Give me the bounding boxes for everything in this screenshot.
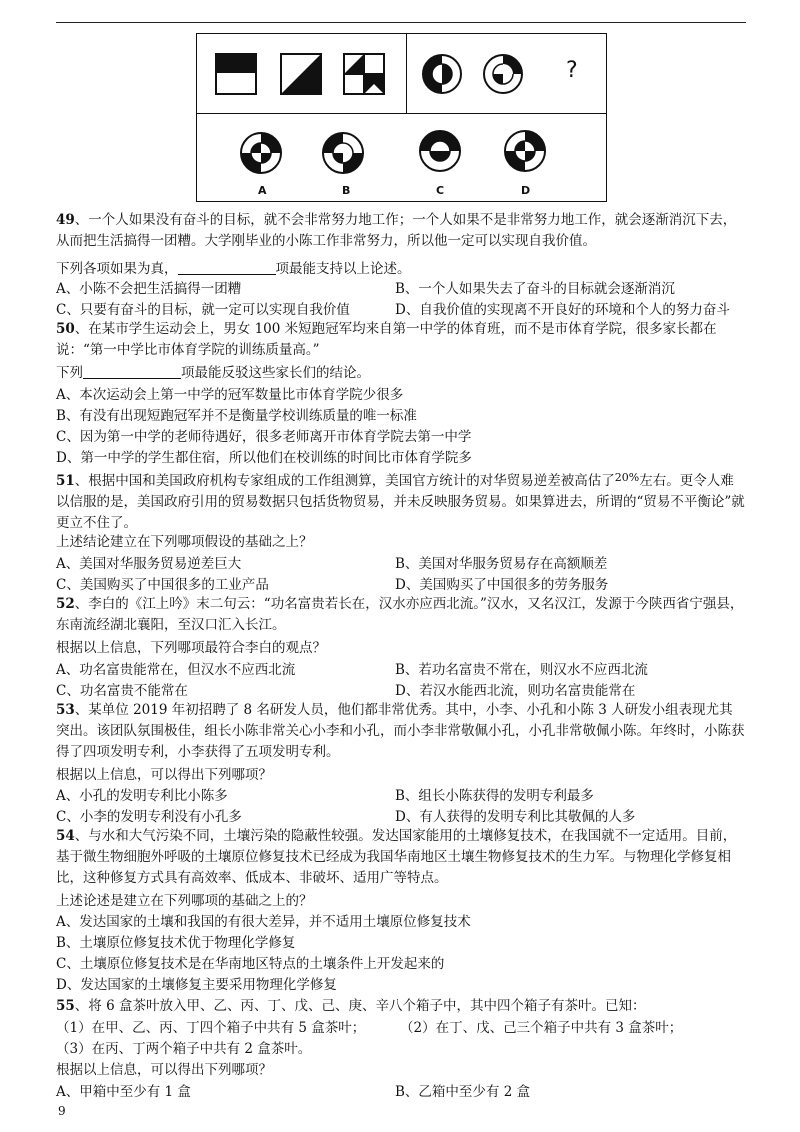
q49-option-c[interactable]: C、只要有奋斗的目标，就一定可以实现自我价值: [56, 302, 350, 318]
option-b-label: B: [342, 184, 351, 197]
q52-option-c[interactable]: C、功名富贵不能常在: [56, 683, 188, 699]
page-number: 9: [58, 1104, 66, 1118]
option-a-figure: [239, 131, 283, 175]
q54-option-b[interactable]: B、土壤原位修复技术优于物理化学修复: [56, 935, 296, 951]
figure-1-half-square: [215, 53, 257, 95]
q55-option-b[interactable]: B、乙箱中至少有 2 盒: [395, 1084, 531, 1100]
q55-prompt: 根据以上信息，可以得出下列哪项？: [56, 1062, 272, 1078]
q53-prompt: 根据以上信息，可以得出下列哪项？: [56, 767, 272, 783]
q50-stem: 50、在某市学生运动会上，男女 100 米短跑冠军均来自第一中学的体育班，而不是市体育学院，很多家长都在说：“第一中学比市体育学院的训练质量高。”: [56, 321, 717, 358]
q49-stem: 49、一个人如果没有奋斗的目标，就不会非常努力地工作；一个人如果不是非常努力地工作，就会逐渐消沉下去，从而把生活搞得一团糟。大学刚毕业的小陈工作非常努力，所以他一定可以实现自我价值。: [56, 212, 737, 249]
q50-option-a[interactable]: A、本次运动会上第一中学的冠军数量比市体育学院少很多: [56, 387, 404, 403]
option-b-figure: [321, 131, 365, 175]
q51-stem: 51、根据中国和美国政府机构专家组成的工作组测算，美国官方统计的对华贸易逆差被高估了$^{20\%}$左右。更令人难以信服的是，美国政府引用的贸易数据只包括货物贸易，并未反映服务贸易。如果算进去，所谓的“贸易不平衡论”就更立不住了。: [56, 471, 745, 531]
answer-blank[interactable]: [83, 364, 181, 379]
q52-prompt: 根据以上信息，下列哪项最符合李白的观点？: [56, 640, 326, 656]
q54-option-d[interactable]: D、发达国家的土壤修复主要采用物理化学修复: [56, 977, 337, 993]
q52-stem: 52、李白的《江上吟》末二句云：“功名富贵若长在，汉水亦应西北流。”汉水，又名汉江，发源于今陕西省宁强县，东南流经湖北襄阳，至汉口汇入长江。: [56, 596, 744, 633]
option-a-label: A: [258, 184, 267, 197]
figure-puzzle-frame: [196, 33, 607, 202]
q53-option-c[interactable]: C、小李的发明专利没有小孔多: [56, 809, 242, 825]
answer-blank[interactable]: [178, 260, 276, 275]
option-d-figure: [503, 129, 547, 173]
q49-option-a[interactable]: A、小陈不会把生活搞得一团糟: [56, 281, 242, 297]
figure-2-diagonal-square: [280, 53, 322, 95]
q55-option-a[interactable]: A、甲箱中至少有 1 盒: [56, 1084, 191, 1100]
figure-4-ring-circle: [421, 53, 463, 95]
top-rule: [56, 22, 746, 23]
q53-option-a[interactable]: A、小孔的发明专利比小陈多: [56, 788, 228, 804]
q51-option-a[interactable]: A、美国对华服务贸易逆差巨大: [56, 556, 242, 572]
q51-prompt: 上述结论建立在下列哪项假设的基础之上？: [56, 534, 313, 550]
q54-stem: 54、与水和大气污染不同，土壤污染的隐蔽性较强。发达国家能用的土壤修复技术，在我国就不一定适用。目前，基于微生物细胞外呼吸的土壤原位修复技术已经成为我国华南地区土壤生物修复技术的生力军。与物理化学修复相比，这种修复方式具有高效率、低成本、非破坏、适用广等特点。: [56, 828, 737, 886]
q49-prompt: 下列各项如果为真， 项最能支持以上论述。: [56, 261, 411, 277]
q52-option-b[interactable]: B、若功名富贵不常在，则汉水不应西北流: [395, 662, 648, 678]
q54-option-a[interactable]: A、发达国家的土壤和我国的有很大差异，并不适用土壤原位修复技术: [56, 914, 471, 930]
q55-condition-3: （3）在丙、丁两个箱子中共有 2 盒茶叶。: [56, 1041, 312, 1057]
q51-option-d[interactable]: D、美国购买了中国很多的劳务服务: [395, 577, 609, 593]
q49-option-d[interactable]: D、自我价值的实现离不开良好的环境和个人的努力奋斗: [395, 302, 730, 318]
puzzle-divider-vertical: [406, 34, 407, 113]
q55-condition-2: （2）在丁、戊、己三个箱子中共有 3 盒茶叶；: [400, 1020, 683, 1036]
puzzle-divider-horizontal: [197, 113, 606, 114]
q51-option-b[interactable]: B、美国对华服务贸易存在高额顺差: [395, 556, 608, 572]
q50-prompt: 下列 项最能反驳这些家长们的结论。: [56, 365, 370, 381]
option-c-figure: [418, 129, 462, 173]
q52-option-a[interactable]: A、功名富贵能常在，但汉水不应西北流: [56, 662, 296, 678]
q50-option-d[interactable]: D、第一中学的学生都住宿，所以他们在校训练的时间比市体育学院多: [56, 450, 472, 466]
q55-condition-1: （1）在甲、乙、丙、丁四个箱子中共有 5 盒茶叶；: [56, 1020, 366, 1036]
q49-option-b[interactable]: B、一个人如果失去了奋斗的目标就会逐渐消沉: [395, 281, 675, 297]
q54-prompt: 上述论述是建立在下列哪项的基础之上的？: [56, 893, 313, 909]
q53-option-d[interactable]: D、有人获得的发明专利比其敬佩的人多: [395, 809, 636, 825]
q53-stem: 53、某单位 2019 年初招聘了 8 名研发人员，他们都非常优秀。其中，小李、小孔和小陈 3 人研发小组表现尤其突出。该团队氛围极佳，组长小陈非常关心小李和小孔，而小李非常敬佩小孔，小孔非常敬佩小陈。年终时，小陈获得了四项发明专利，小李获得了五项发明专利。: [56, 702, 745, 760]
option-c-label: C: [436, 184, 445, 197]
q52-option-d[interactable]: D、若汉水能西北流，则功名富贵能常在: [395, 683, 636, 699]
q54-option-c[interactable]: C、土壤原位修复技术是在华南地区特点的土壤条件上开发起来的: [56, 956, 445, 972]
figure-5-ring-circle: [482, 53, 524, 95]
question-mark: ?: [566, 58, 578, 83]
figure-3-quartered-square: [343, 53, 385, 95]
q50-option-b[interactable]: B、有没有出现短跑冠军并不是衡量学校训练质量的唯一标准: [56, 408, 417, 424]
q51-option-c[interactable]: C、美国购买了中国很多的工业产品: [56, 577, 269, 593]
option-d-label: D: [521, 184, 531, 197]
q55-stem: 55、将 6 盒茶叶放入甲、乙、丙、丁、戊、己、庚、辛八个箱子中，其中四个箱子有茶叶。已知：: [56, 998, 646, 1014]
q50-option-c[interactable]: C、因为第一中学的老师待遇好，很多老师离开市体育学院去第一中学: [56, 429, 472, 445]
q53-option-b[interactable]: B、组长小陈获得的发明专利最多: [395, 788, 594, 804]
